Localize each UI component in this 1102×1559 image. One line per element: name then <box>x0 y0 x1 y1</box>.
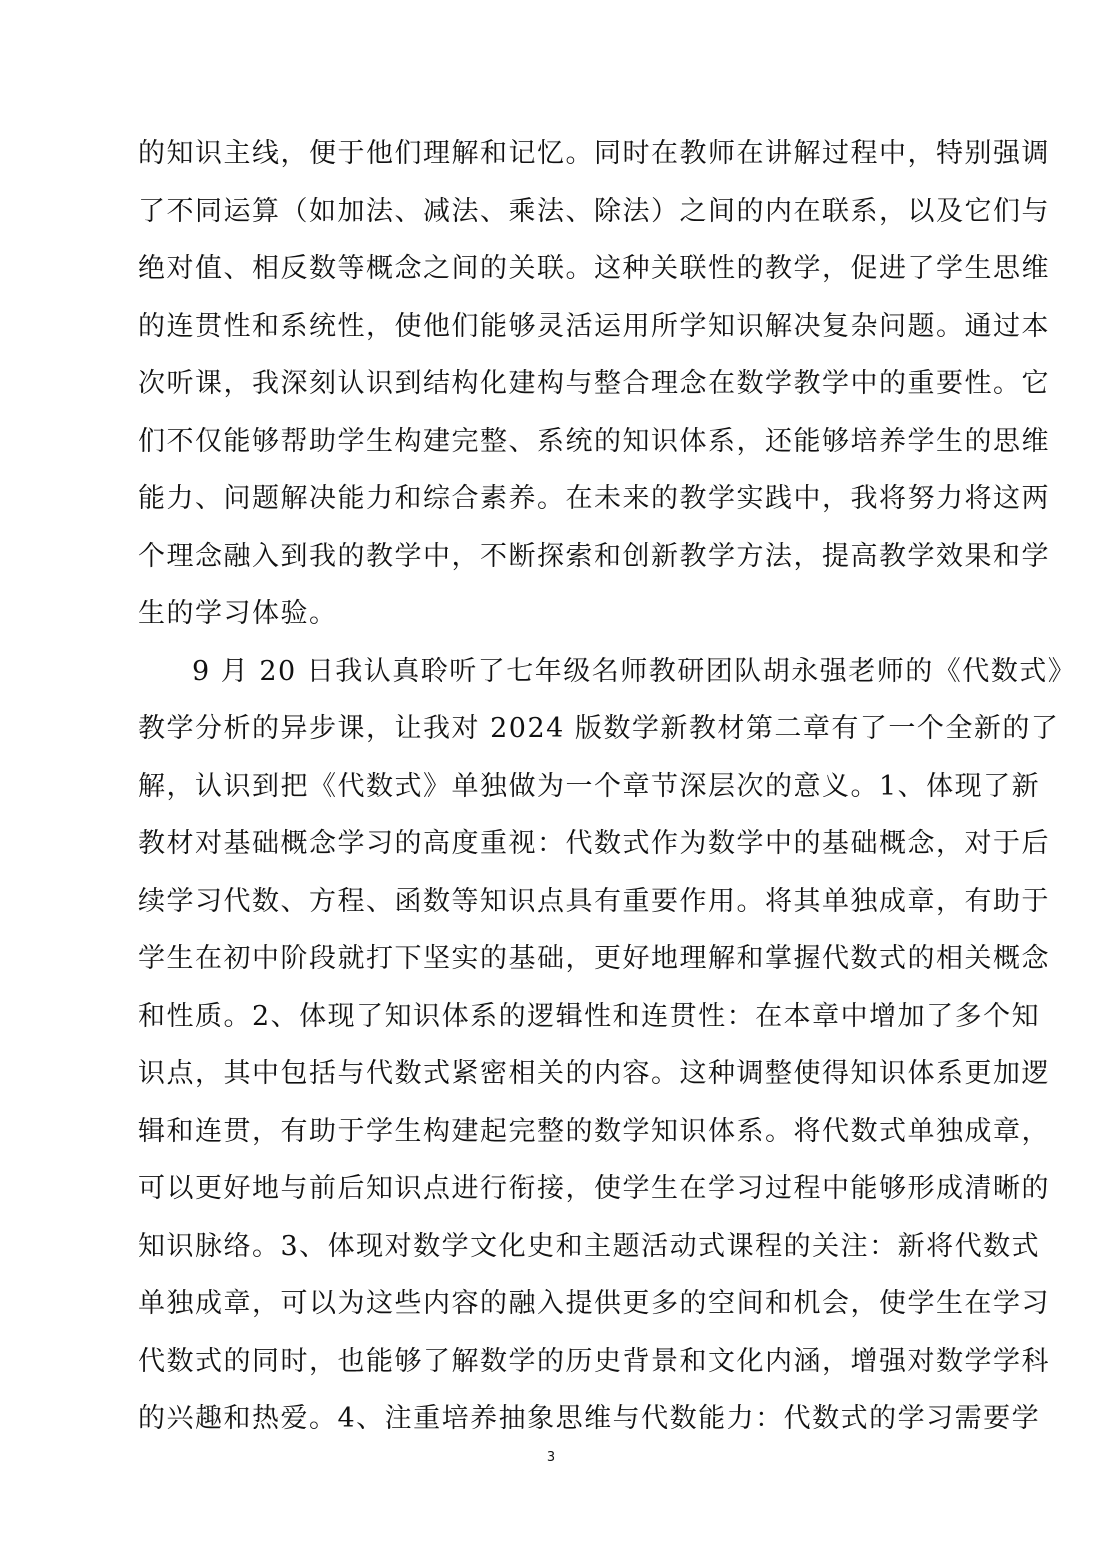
text-line: 生的学习体验。 <box>138 598 338 629</box>
text-line: 辑和连贯，有助于学生构建起完整的数学知识体系。将代数式单独成章， <box>138 1115 1050 1147</box>
text-line: 次听课，我深刻认识到结构化建构与整合理念在数学教学中的重要性。它 <box>138 368 1050 399</box>
body-text <box>138 125 1077 1448</box>
text-line: 绝对值、相反数等概念之间的关联。这种关联性的教学，促进了学生思维 <box>138 253 1050 284</box>
text-line: 个理念融入到我的教学中，不断探索和创新教学方法，提高教学效果和学 <box>138 540 1050 572</box>
text-line: 学生在初中阶段就打下坚实的基础，更好地理解和掌握代数式的相关概念 <box>138 943 1050 974</box>
text-line: 的连贯性和系统性，使他们能够灵活运用所学知识解决复杂问题。通过本 <box>138 310 1050 342</box>
text-line: 9 月 20 日我认真聆听了七年级名师教研团队胡永强老师的《代数式》 <box>192 655 1077 687</box>
page-number: 3 <box>546 1450 556 1465</box>
text-line: 知识脉络。3、体现对数学文化史和主题活动式课程的关注：新将代数式 <box>138 1230 1041 1262</box>
text-line: 识点，其中包括与代数式紧密相关的内容。这种调整使得知识体系更加逻 <box>138 1058 1050 1089</box>
text-line: 教材对基础概念学习的高度重视：代数式作为数学中的基础概念，对于后 <box>138 828 1050 859</box>
text-line: 的知识主线，便于他们理解和记忆。同时在教师在讲解过程中，特别强调 <box>138 138 1050 169</box>
text-line: 教学分析的异步课，让我对 2024 版数学新教材第二章有了一个全新的了 <box>138 713 1060 744</box>
text-line: 们不仅能够帮助学生构建完整、系统的知识体系，还能够培养学生的思维 <box>138 425 1050 457</box>
text-line: 和性质。2、体现了知识体系的逻辑性和连贯性：在本章中增加了多个知 <box>138 1000 1041 1032</box>
text-line: 了不同运算（如加法、减法、乘法、除法）之间的内在联系，以及它们与 <box>138 195 1050 227</box>
text-line: 解，认识到把《代数式》单独做为一个章节深层次的意义。1、体现了新 <box>138 770 1041 802</box>
paragraph-2 <box>138 643 1077 1448</box>
text-line: 代数式的同时，也能够了解数学的历史背景和文化内涵，增强对数学学科 <box>138 1345 1050 1377</box>
text-line: 能力、问题解决能力和综合素养。在未来的教学实践中，我将努力将这两 <box>138 483 1050 514</box>
paragraph-1 <box>138 125 1050 643</box>
text-line: 单独成章，可以为这些内容的融入提供更多的空间和机会，使学生在学习 <box>138 1288 1050 1319</box>
text-line: 的兴趣和热爱。4、注重培养抽象思维与代数能力：代数式的学习需要学 <box>138 1403 1041 1434</box>
text-line: 可以更好地与前后知识点进行衔接，使学生在学习过程中能够形成清晰的 <box>138 1173 1050 1204</box>
text-line: 续学习代数、方程、函数等知识点具有重要作用。将其单独成章，有助于 <box>138 885 1050 917</box>
